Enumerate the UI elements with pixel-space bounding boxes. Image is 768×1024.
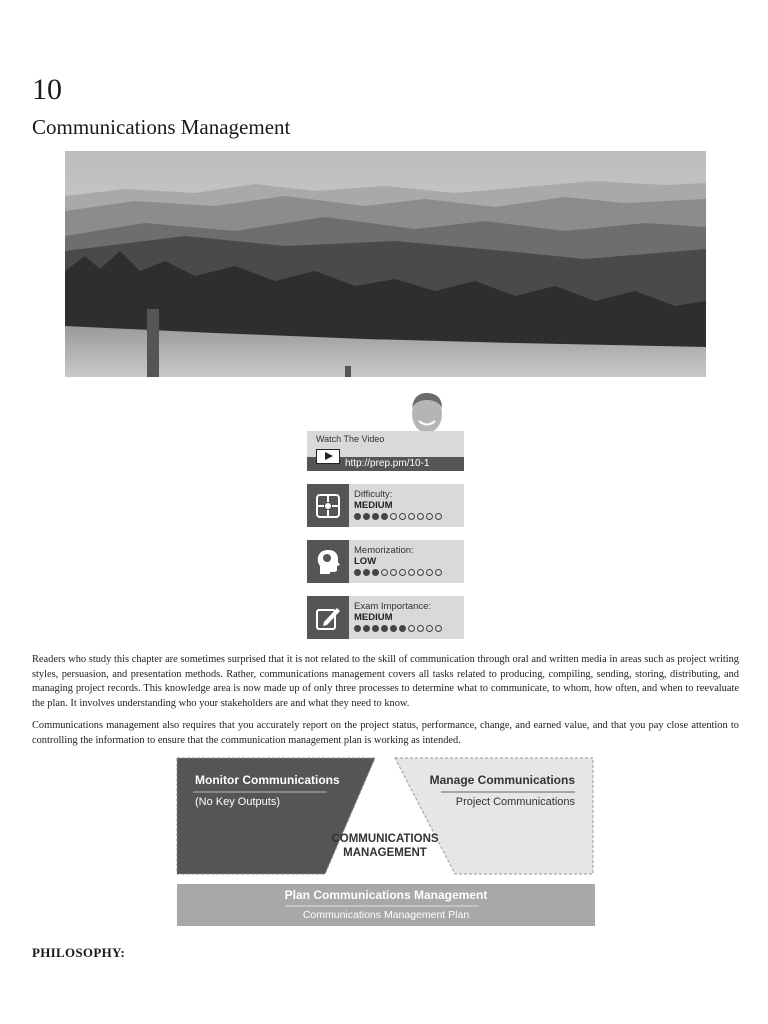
rating-dot-empty xyxy=(408,625,415,632)
exam-importance-card xyxy=(307,596,464,639)
process-diagram xyxy=(175,756,595,928)
rating-dot-filled xyxy=(399,625,406,632)
watch-video-card[interactable] xyxy=(307,388,464,471)
rating-dot-empty xyxy=(399,513,406,520)
rating-dot-empty xyxy=(417,513,424,520)
monitor-title: Monitor Communications xyxy=(195,773,340,787)
landscape-photo xyxy=(65,151,706,377)
rating-dot-filled xyxy=(363,569,370,576)
rating-dot-filled xyxy=(372,569,379,576)
rating-dot-filled xyxy=(372,513,379,520)
brain-head-icon xyxy=(307,540,349,583)
rating-dot-empty xyxy=(426,569,433,576)
difficulty-card xyxy=(307,484,464,527)
status-paragraph: Communications management also requires that you accurately report on the project status, performance, change, and earned value, and that you pay close attention to controlling the information to ensure that the communication management plan is working as intended. xyxy=(32,720,739,746)
chapter-title: Communications Management xyxy=(32,115,291,139)
rating-value: MEDIUM xyxy=(354,500,393,511)
rating-dot-empty xyxy=(426,513,433,520)
rating-dot-empty xyxy=(399,569,406,576)
rating-dot-empty xyxy=(408,569,415,576)
rating-dot-empty xyxy=(435,513,442,520)
watch-video-label: Watch The Video xyxy=(316,434,385,444)
center-label-line1: COMMUNICATIONS xyxy=(331,833,439,845)
manage-output: Project Communications xyxy=(455,796,575,808)
rating-value: MEDIUM xyxy=(354,612,393,623)
intro-paragraph: Readers who study this chapter are sometimes surprised that it is not related to the skill of communication through oral and written media in areas such as project writing styles, persuasion, and presentation methods. Rather, communications management covers all tasks related to producing, compiling, sending, storing, distributing, and managing project records. This knowledge area is now made up of only three processes to determine what to communicate, to whom, how often, and when to reevaluate the plan. It involves understanding who your stakeholders are and what they need to know. xyxy=(32,654,739,709)
rating-dots xyxy=(354,569,442,576)
rating-dot-filled xyxy=(363,513,370,520)
rating-dot-filled xyxy=(381,513,388,520)
memorization-card xyxy=(307,540,464,583)
rating-dot-empty xyxy=(426,625,433,632)
rating-dot-empty xyxy=(390,569,397,576)
plan-title: Plan Communications Management xyxy=(284,888,488,902)
rating-dot-filled xyxy=(381,625,388,632)
rating-dot-empty xyxy=(408,513,415,520)
rating-dots xyxy=(354,625,442,632)
play-icon[interactable] xyxy=(316,449,340,464)
rating-dot-filled xyxy=(363,625,370,632)
rating-label: Exam Importance: xyxy=(354,601,432,612)
rating-dot-empty xyxy=(435,625,442,632)
rating-dot-filled xyxy=(390,625,397,632)
landscape-illustration xyxy=(65,151,706,377)
monitor-output: (No Key Outputs) xyxy=(195,796,280,808)
section-heading: PHILOSOPHY: xyxy=(32,945,126,960)
rating-dots xyxy=(354,513,442,520)
center-label xyxy=(325,832,445,860)
video-url-link[interactable]: http://prep.pm/10-1 xyxy=(345,458,430,469)
rating-dot-filled xyxy=(354,513,361,520)
rating-dot-filled xyxy=(354,569,361,576)
center-label-line2: MANAGEMENT xyxy=(343,847,427,859)
puzzle-icon xyxy=(307,484,349,527)
rating-label: Difficulty: xyxy=(354,489,393,500)
rating-dot-empty xyxy=(435,569,442,576)
rating-dot-empty xyxy=(381,569,388,576)
rating-dot-filled xyxy=(372,625,379,632)
rating-dot-filled xyxy=(354,625,361,632)
chapter-number: 10 xyxy=(32,73,62,106)
rating-label: Memorization: xyxy=(354,545,414,556)
rating-value: LOW xyxy=(354,556,377,567)
rating-dot-empty xyxy=(417,625,424,632)
pencil-note-icon xyxy=(307,596,349,639)
rating-dot-empty xyxy=(390,513,397,520)
plan-output: Communications Management Plan xyxy=(302,909,470,921)
manage-title: Manage Communications xyxy=(429,773,575,787)
rating-dot-empty xyxy=(417,569,424,576)
